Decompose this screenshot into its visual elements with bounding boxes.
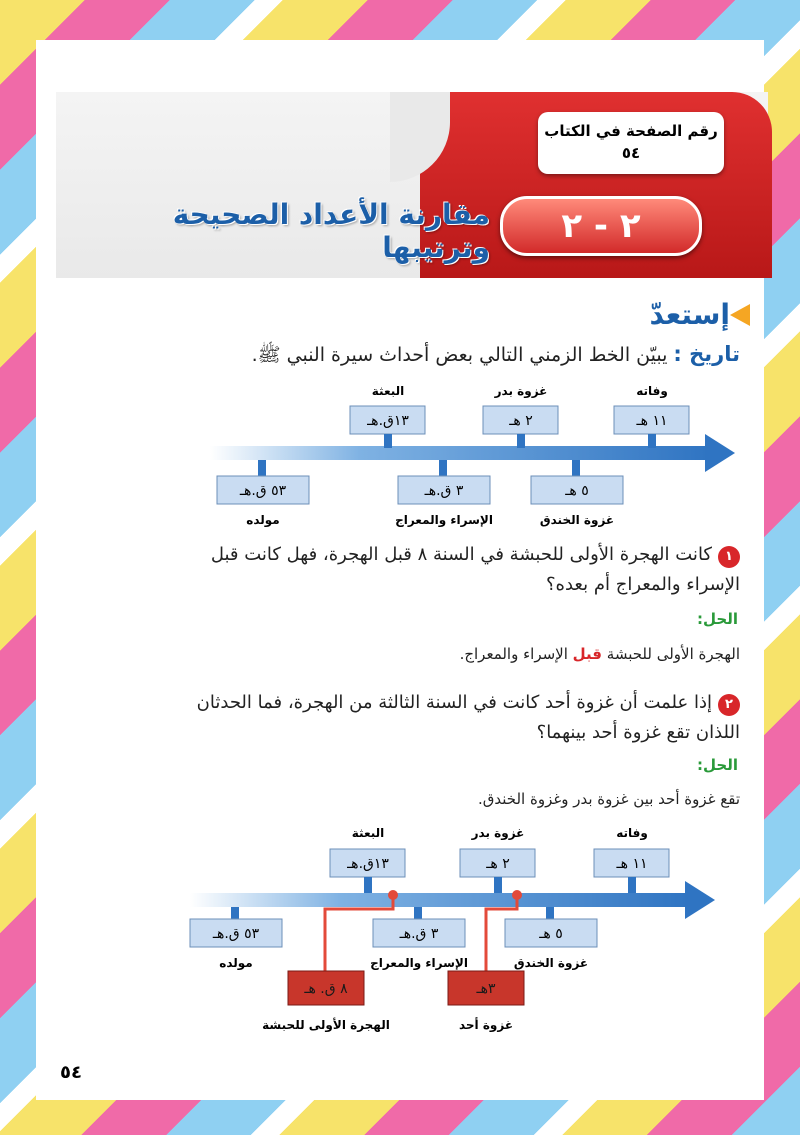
event-label: الهجرة الأولى للحبشة xyxy=(262,1018,390,1032)
solution-2: تقع غزوة أحد بين غزوة بدر وغزوة الخندق. xyxy=(478,790,740,808)
question-number: ١ xyxy=(718,546,740,568)
event-value: ٢ هـ xyxy=(486,856,510,872)
event-value: ١١ هـ xyxy=(636,413,668,429)
intro-label: تاريخ : xyxy=(673,342,740,366)
event-value: ١٣ق.هـ xyxy=(347,856,389,872)
question-1 xyxy=(180,540,740,600)
event-top-1 xyxy=(330,826,405,893)
event-value: ٣ ق.هـ xyxy=(399,926,439,942)
event-value: ٥ هـ xyxy=(539,926,563,942)
event-tick xyxy=(572,460,580,476)
event-value: ٢ هـ xyxy=(509,413,533,429)
timeline-arrowhead xyxy=(705,434,735,472)
event-label: غزوة أحد xyxy=(458,1018,514,1032)
event-label: البعثة xyxy=(371,384,405,398)
event-tick xyxy=(439,460,447,476)
solution-label: الحل: xyxy=(697,756,738,774)
event-bottom-1 xyxy=(217,460,309,528)
event-tick xyxy=(546,907,554,919)
event-top-1 xyxy=(350,384,425,448)
solution-label: الحل: xyxy=(697,610,738,628)
event-label: وفاته xyxy=(616,826,648,840)
event-tick xyxy=(517,434,525,448)
event-tick xyxy=(414,907,422,919)
event-label: الإسراء والمعراج xyxy=(370,956,468,970)
timeline-arrow-shaft xyxy=(190,893,690,907)
event-label: غزوة الخندق xyxy=(513,956,589,970)
intro-paragraph xyxy=(252,342,740,371)
page-number: ٥٤ xyxy=(60,1062,82,1083)
event-tick xyxy=(628,877,636,893)
timeline-1-bottom-events xyxy=(217,460,623,528)
event-tick xyxy=(494,877,502,893)
event-tick xyxy=(648,434,656,448)
lesson-title: مقارنة الأعداد الصحيحة وترتيبها xyxy=(172,198,490,264)
event-label: البعثة xyxy=(351,826,385,840)
event-value: ٥٣ ق.هـ xyxy=(239,483,287,499)
timeline-1-top-events xyxy=(350,384,689,448)
event-label: مولده xyxy=(246,513,280,527)
solution-text: الإسراء والمعراج. xyxy=(459,645,573,663)
event-tick xyxy=(231,907,239,919)
event-tick xyxy=(384,434,392,448)
event-value: ١١ هـ xyxy=(616,856,648,872)
book-page-number: ٥٤ xyxy=(621,144,641,162)
event-label: غزوة الخندق xyxy=(539,513,615,527)
event-value: ٣ ق.هـ xyxy=(424,483,464,499)
event-bottom-2 xyxy=(370,907,468,971)
arrow-icon xyxy=(730,304,750,326)
event-bottom-1 xyxy=(190,907,282,971)
solution-text: الهجرة الأولى للحبشة xyxy=(602,645,740,663)
book-page-label: رقم الصفحة في الكتاب xyxy=(544,122,718,140)
event-label: مولده xyxy=(219,956,253,970)
event-label: الإسراء والمعراج xyxy=(395,513,493,527)
question-number: ٢ xyxy=(718,694,740,716)
event-value: ١٣ق.هـ xyxy=(367,413,409,429)
event-top-3 xyxy=(614,384,689,448)
event-top-2 xyxy=(460,826,535,893)
solution-keyword: قبل xyxy=(572,645,603,663)
event-value: ٥٣ ق.هـ xyxy=(212,926,260,942)
event-label: غزوة بدر xyxy=(471,826,525,840)
section-ready-heading: إستعدّ xyxy=(649,298,730,331)
event-tick xyxy=(258,460,266,476)
solution-1 xyxy=(460,645,740,663)
event-value: ٣هـ xyxy=(476,981,496,997)
timeline-arrow-shaft xyxy=(210,446,710,460)
timeline-2-bottom-events xyxy=(190,907,597,971)
event-bottom-2 xyxy=(395,460,493,528)
event-value: ٥ هـ xyxy=(565,483,589,499)
event-top-2 xyxy=(483,384,558,448)
event-bottom-3 xyxy=(531,460,623,528)
question-text: إذا علمت أن غزوة أحد كانت في السنة الثالثة من الهجرة، فما الحدثان اللذان تقع غزوة أحد بينهما؟ xyxy=(196,692,740,743)
event-label: غزوة بدر xyxy=(494,384,548,398)
lesson-number: ٢ - ٢ xyxy=(500,196,702,256)
timeline-1 xyxy=(200,380,750,530)
timeline-2-top-events xyxy=(330,826,669,893)
timeline-2 xyxy=(180,825,740,1040)
intro-text: يبيّن الخط الزمني التالي بعض أحداث سيرة النبي ﷺ. xyxy=(251,344,668,366)
timeline-arrowhead xyxy=(685,881,715,919)
event-label: وفاته xyxy=(636,384,668,398)
event-value: ٨ ق. هـ xyxy=(304,981,348,997)
event-tick xyxy=(364,877,372,893)
event-top-3 xyxy=(594,826,669,893)
question-text: كانت الهجرة الأولى للحبشة في السنة ٨ قبل الهجرة، فهل كانت قبل الإسراء والمعراج أم بعده؟ xyxy=(210,544,740,595)
event-bottom-3 xyxy=(505,907,597,971)
book-page-reference xyxy=(538,112,724,174)
question-2 xyxy=(180,688,740,748)
